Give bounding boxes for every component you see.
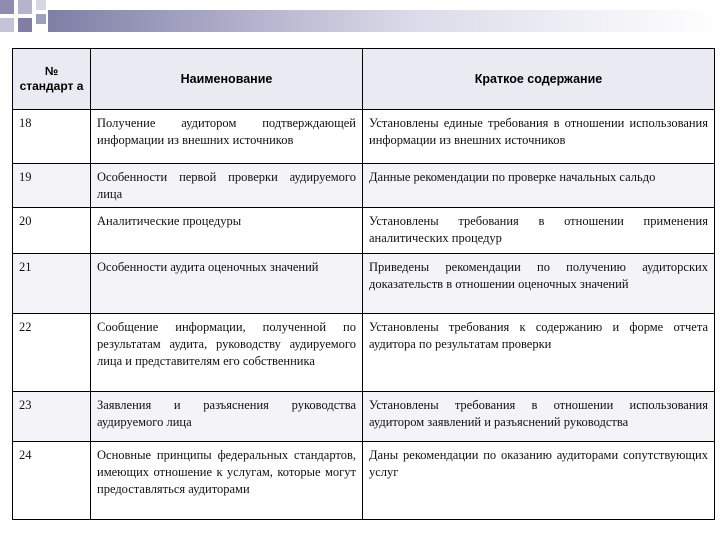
row-number: 24 — [13, 441, 91, 519]
decor-square — [18, 0, 32, 14]
table-row — [13, 164, 715, 208]
table-row — [13, 207, 715, 253]
row-number: 22 — [13, 313, 91, 391]
standards-table — [12, 48, 715, 520]
gradient-band — [48, 10, 720, 32]
table-row — [13, 253, 715, 313]
row-name: Основные принципы федеральных стандартов, имеющих отношение к услугам, которые могут предоставляться аудиторами — [91, 441, 363, 519]
decor-square — [0, 18, 14, 32]
table-row — [13, 391, 715, 441]
decor-square — [36, 14, 46, 24]
row-number: 20 — [13, 207, 91, 253]
row-summary: Установлены требования в отношении применения аналитических процедур — [363, 207, 715, 253]
row-summary: Приведены рекомендации по получению аудиторских доказательств в отношении оценочных значений — [363, 253, 715, 313]
row-name: Особенности аудита оценочных значений — [91, 253, 363, 313]
header-number: № стандарт а — [13, 49, 91, 110]
decor-square — [18, 18, 32, 32]
table-row — [13, 441, 715, 519]
row-name: Аналитические процедуры — [91, 207, 363, 253]
decor-square — [0, 0, 14, 14]
row-number: 19 — [13, 164, 91, 208]
decorative-header — [0, 0, 720, 40]
table-row — [13, 110, 715, 164]
row-name: Заявления и разъяснения руководства аудируемого лица — [91, 391, 363, 441]
header-summary: Краткое содержание — [363, 49, 715, 110]
row-summary: Установлены требования к содержанию и форме отчета аудитора по результатам проверки — [363, 313, 715, 391]
header-name: Наименование — [91, 49, 363, 110]
table-row — [13, 313, 715, 391]
row-summary: Данные рекомендации по проверке начальных сальдо — [363, 164, 715, 208]
decor-square — [36, 0, 46, 10]
row-name: Получение аудитором подтверждающей информации из внешних источников — [91, 110, 363, 164]
row-name: Особенности первой проверки аудируемого лица — [91, 164, 363, 208]
row-number: 21 — [13, 253, 91, 313]
row-summary: Установлены требования в отношении использования аудитором заявлений и разъяснений руководства — [363, 391, 715, 441]
row-summary: Даны рекомендации по оказанию аудиторами сопутствующих услуг — [363, 441, 715, 519]
row-summary: Установлены единые требования в отношении использования информации из внешних источников — [363, 110, 715, 164]
row-name: Сообщение информации, полученной по результатам аудита, руководству аудируемого лица и представителям его собственника — [91, 313, 363, 391]
table-header-row — [13, 49, 715, 110]
row-number: 23 — [13, 391, 91, 441]
row-number: 18 — [13, 110, 91, 164]
